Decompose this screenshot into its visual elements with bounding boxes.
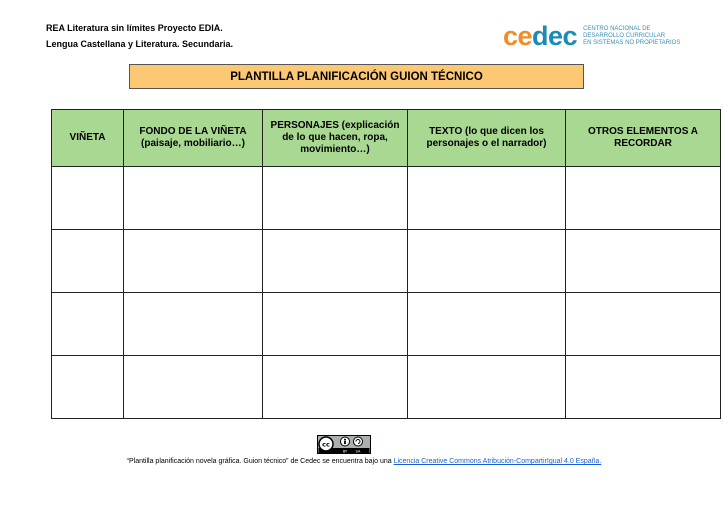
header-texto: TEXTO (lo que dicen los personajes o el narrador) (408, 110, 566, 167)
table-cell[interactable] (263, 293, 408, 356)
table-cell[interactable] (566, 230, 721, 293)
table-cell[interactable] (263, 167, 408, 230)
logo-tagline-line: CENTRO NACIONAL DE (583, 25, 651, 32)
license-footer (0, 458, 728, 465)
by-label: BY (342, 449, 348, 454)
table-cell[interactable] (124, 167, 263, 230)
table-cell[interactable] (124, 293, 263, 356)
table-row (52, 356, 721, 419)
header-fondo: FONDO DE LA VIÑETA (paisaje, mobiliario…) (124, 110, 263, 167)
table-cell[interactable] (566, 293, 721, 356)
table-cell[interactable] (566, 356, 721, 419)
cedec-logo (503, 22, 680, 50)
license-link[interactable]: Licencia Creative Commons Atribución-CompartirIgual 4.0 España. (393, 458, 602, 465)
logo-word-part-1: ce (503, 21, 533, 51)
table-cell[interactable] (566, 167, 721, 230)
table-row (52, 293, 721, 356)
table-header-row (52, 110, 721, 167)
header-line-2: Lengua Castellana y Literatura. Secundaria. (46, 39, 234, 49)
logo-wordmark (503, 22, 577, 50)
table-cell[interactable] (408, 167, 566, 230)
table-row (52, 167, 721, 230)
document-header (46, 20, 233, 52)
table-cell[interactable] (52, 356, 124, 419)
cc-label: cc (322, 440, 330, 449)
table-cell[interactable] (408, 356, 566, 419)
page-title: PLANTILLA PLANIFICACIÓN GUION TÉCNICO (129, 64, 584, 89)
table-cell[interactable] (52, 293, 124, 356)
table-cell[interactable] (52, 230, 124, 293)
table-cell[interactable] (124, 356, 263, 419)
logo-word-part-2: dec (532, 21, 578, 51)
header-otros-elementos: OTROS ELEMENTOS A RECORDAR (566, 110, 721, 167)
sa-label: SA (355, 449, 361, 454)
table-cell[interactable] (124, 230, 263, 293)
planning-table (51, 109, 721, 419)
logo-tagline (583, 26, 680, 47)
license-text: “Plantilla planificación novela gráfica. Guion técnico” de Cedec se encuentra bajo una (126, 458, 394, 465)
header-personajes: PERSONAJES (explicación de lo que hacen, ropa, movimiento…) (263, 110, 408, 167)
table-cell[interactable] (263, 356, 408, 419)
logo-tagline-line: DESARROLLO CURRICULAR (583, 32, 666, 39)
header-line-1: REA Literatura sin límites Proyecto EDIA. (46, 23, 223, 33)
logo-tagline-line: EN SISTEMAS NO PROPIETARIOS (583, 39, 681, 46)
table-cell[interactable] (408, 293, 566, 356)
cc-by-sa-license-icon (317, 435, 371, 454)
table-row (52, 230, 721, 293)
header-vineta: VIÑETA (52, 110, 124, 167)
table-cell[interactable] (52, 167, 124, 230)
table-cell[interactable] (263, 230, 408, 293)
table-cell[interactable] (408, 230, 566, 293)
